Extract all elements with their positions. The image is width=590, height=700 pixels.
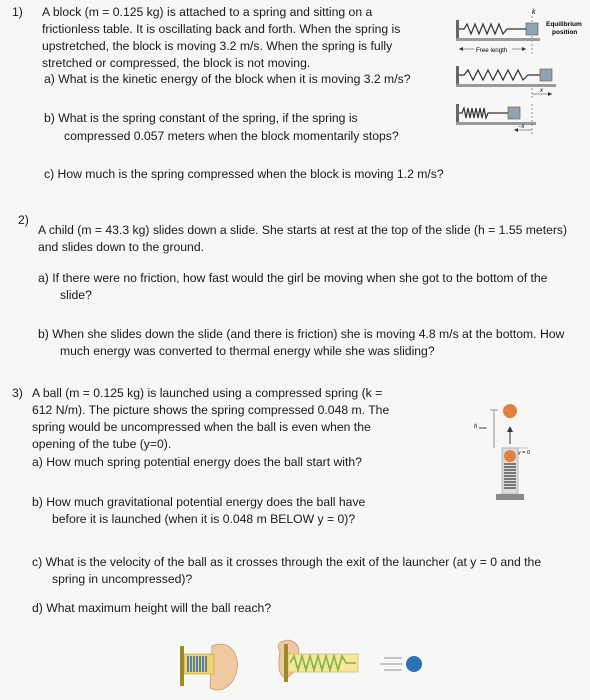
q3-number: 3) — [12, 386, 23, 400]
q1-part-b-line-2: compressed 0.057 meters when the block momentarily stops? — [64, 129, 399, 143]
free-length-label: Free length — [476, 47, 508, 54]
displacement-neg-x-label: −x — [518, 124, 525, 130]
q1-line-4: stretched or compressed, the block is not moving. — [42, 56, 311, 70]
q2-number: 2) — [18, 213, 29, 227]
q2-part-a-line-1: a) If there were no friction, how fast would the girl be moving when she got to the bottom of the — [38, 271, 548, 285]
q3-part-c-line-1: c) What is the velocity of the ball as it crosses through the exit of the launcher (at y = 0 and the — [32, 555, 542, 569]
q2-part-a-line-2: slide? — [60, 288, 92, 302]
displacement-x-label: x — [540, 88, 543, 94]
q1-line-2: frictionless table. It is oscillating back and forth. When the spring is — [42, 22, 401, 36]
q1-number: 1) — [12, 5, 23, 19]
q1-part-a: a) What is the kinetic energy of the block when it is moving 3.2 m/s? — [44, 72, 411, 86]
ball-launcher-figure — [468, 398, 578, 502]
spring-block-figure — [448, 4, 588, 136]
q3-line-1: A ball (m = 0.125 kg) is launched using a compressed spring (k = — [32, 386, 383, 400]
hmax-subscript: max — [479, 425, 487, 430]
q2-line-2: and slides down to the ground. — [38, 240, 205, 254]
q3-part-b-line-1: b) How much gravitational potential energy does the ball have — [32, 495, 366, 509]
spring-launch-illustration — [170, 628, 440, 698]
y-zero-label: y = 0 — [518, 450, 531, 456]
q3-line-3: spring would be uncompressed when the ball is even when the — [32, 420, 371, 434]
equilibrium-label: Equilibrium — [546, 21, 582, 28]
position-label: position — [552, 29, 578, 36]
q3-part-c-line-2: spring in uncompressed)? — [52, 572, 193, 586]
q3-part-a: a) How much spring potential energy does the ball start with? — [32, 455, 362, 469]
q1-line-1: A block (m = 0.125 kg) is attached to a spring and sitting on a — [42, 5, 373, 19]
q3-line-2: 612 N/m). The picture shows the spring compressed 0.048 m. The — [32, 403, 390, 417]
q2-part-b-line-2: much energy was converted to thermal energy while she was sliding? — [60, 344, 435, 358]
q3-line-4: opening of the tube (y=0). — [32, 437, 172, 451]
spring-constant-label: k — [532, 9, 536, 16]
q1-line-3: upstretched, the block is moving 3.2 m/s. When the spring is fully — [42, 39, 393, 53]
ball-in-tube — [504, 450, 516, 462]
q3-part-b-line-2: before it is launched (when it is 0.048 m BELOW y = 0)? — [52, 512, 356, 526]
ball-at-max-height — [503, 404, 517, 418]
q3-part-d: d) What maximum height will the ball reach? — [32, 601, 272, 615]
q1-part-c: c) How much is the spring compressed when the block is moving 1.2 m/s? — [44, 167, 444, 181]
q1-part-b-line-1: b) What is the spring constant of the spring, if the spring is — [44, 111, 358, 125]
q2-part-b-line-1: b) When she slides down the slide (and there is friction) she is moving 4.8 m/s at the bottom. How — [38, 327, 565, 341]
q2-line-1: A child (m = 43.3 kg) slides down a slide. She starts at rest at the top of the slide (h = 1.55 meters) — [38, 223, 568, 237]
launched-ball — [406, 656, 422, 672]
hmax-label: h — [474, 424, 478, 430]
